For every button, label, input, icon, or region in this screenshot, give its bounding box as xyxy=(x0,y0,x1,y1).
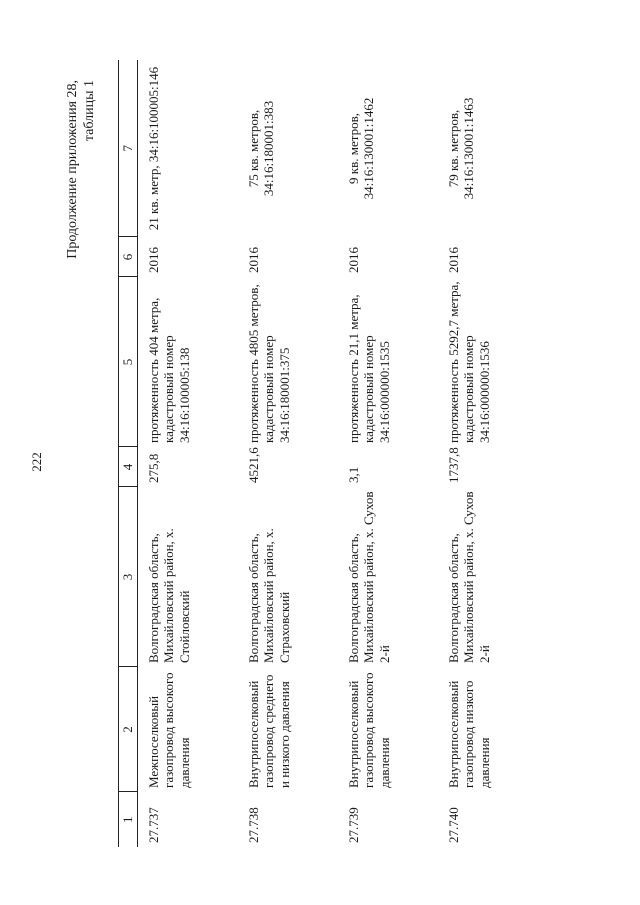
object-description: протяженность 21,1 метра, кадастровый номер 34:16:000000:1535 xyxy=(345,294,392,443)
page-number: 222 xyxy=(29,452,44,472)
object-value: 1737,8 xyxy=(445,447,461,483)
row-number: 27.740 xyxy=(445,807,461,843)
object-year: 2016 xyxy=(145,247,161,273)
object-cadastral: 21 кв. метр, 34:16:100005:146 xyxy=(145,66,161,231)
caption-line-2: таблицы 1 xyxy=(82,80,97,142)
object-value: 3,1 xyxy=(345,466,361,483)
header-cell-2: 2 xyxy=(119,667,138,792)
table-row xyxy=(137,60,238,847)
object-value: 4521,6 xyxy=(245,447,261,483)
row-number: 27.739 xyxy=(345,807,361,843)
table-header-row xyxy=(119,60,138,847)
object-year: 2016 xyxy=(445,247,461,273)
object-cadastral: 9 кв. метров, 34:16:130001:1462 xyxy=(345,97,376,200)
header-cell-7: 7 xyxy=(119,60,138,237)
object-location: Волгоградская область, Михайловский район, х. Стойловский xyxy=(145,528,192,663)
table-row xyxy=(238,60,338,847)
caption-line-1: Продолжение приложения 28, xyxy=(65,80,80,259)
object-cadastral: 75 кв. метров, 34:16:180001:383 xyxy=(245,100,276,197)
object-year: 2016 xyxy=(245,247,261,273)
object-description: протяженность 404 метра, кадастровый номер 34:16:100005:138 xyxy=(145,297,192,443)
object-name: Внутрипоселковый газопровод среднего и низкого давления xyxy=(245,674,292,788)
row-number: 27.737 xyxy=(145,807,161,843)
table-row xyxy=(338,60,438,847)
header-cell-6: 6 xyxy=(119,237,138,277)
object-value: 275,8 xyxy=(145,453,161,483)
object-name: Межпоселковый газопровод высокого давления xyxy=(145,672,192,788)
object-location: Волгоградская область, Михайловский район, х. Сухов 2-й xyxy=(445,491,492,663)
table-row xyxy=(438,60,538,847)
object-location: Волгоградская область, Михайловский район, х. Сухов 2-й xyxy=(345,491,392,663)
object-year: 2016 xyxy=(345,247,361,273)
object-cadastral: 79 кв. метров, 34:16:130001:1463 xyxy=(445,97,476,200)
object-description: протяженность 4805 метров, кадастровый номер 34:16:180001:375 xyxy=(245,284,292,443)
object-name: Внутрипоселковый газопровод высокого давления xyxy=(345,672,392,788)
header-cell-5: 5 xyxy=(119,277,138,447)
header-cell-4: 4 xyxy=(119,447,138,487)
object-location: Волгоградская область, Михайловский район, х. Страховский xyxy=(245,528,292,663)
table-caption xyxy=(64,80,98,259)
header-cell-1: 1 xyxy=(119,792,138,847)
object-description: протяженность 5292,7 метра, кадастровый номер 34:16:000000:1536 xyxy=(445,281,492,443)
data-table xyxy=(118,60,538,847)
object-name: Внутрипоселковый газопровод низкого давления xyxy=(445,680,492,788)
header-cell-3: 3 xyxy=(119,487,138,667)
row-number: 27.738 xyxy=(245,807,261,843)
